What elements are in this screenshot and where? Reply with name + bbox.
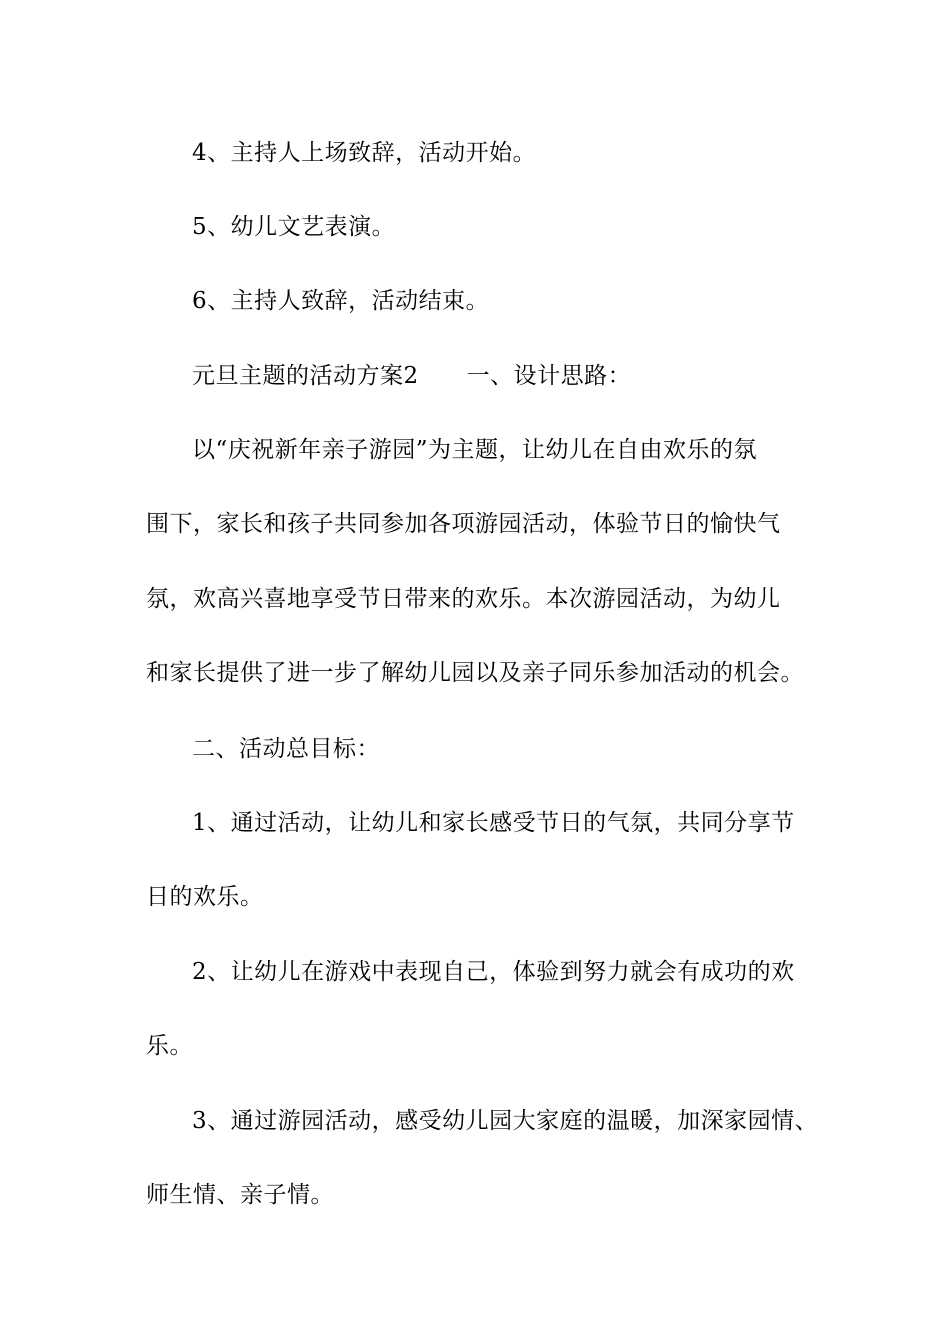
goal-1-continuation: 日的欢乐。 [146,884,264,910]
section-heading-line [192,361,872,391]
paragraph-line: 以“庆祝新年亲子游园”为主题，让幼儿在自由欢乐的氛 [192,437,758,463]
goal-3-continuation: 师生情、亲子情。 [146,1182,334,1208]
paragraph-line: 和家长提供了进一步了解幼儿园以及亲子同乐参加活动的机会。 [146,660,804,686]
step-6-line: 6、主持人致辞，活动结束。 [192,288,490,314]
goals-heading: 二、活动总目标： [192,736,380,762]
design-idea-heading: 一、设计思路： [466,363,632,389]
paragraph-line: 围下，家长和孩子共同参加各项游园活动，体验节日的愉快气 [146,511,781,537]
paragraph-line: 氛，欢高兴喜地享受节日带来的欢乐。本次游园活动，为幼儿 [146,586,781,612]
step-5-line: 5、幼儿文艺表演。 [192,214,396,240]
plan-title: 元旦主题的活动方案2 [192,363,419,389]
goal-3-line: 3、通过游园活动，感受幼儿园大家庭的温暖，加深家园情、 [192,1108,819,1134]
goal-2-continuation: 乐。 [146,1033,193,1059]
goal-1-line: 1、通过活动，让幼儿和家长感受节日的气氛，共同分享节 [192,810,795,836]
step-4-line: 4、主持人上场致辞，活动开始。 [192,140,537,166]
goal-2-line: 2、让幼儿在游戏中表现自己，体验到努力就会有成功的欢 [192,959,795,985]
